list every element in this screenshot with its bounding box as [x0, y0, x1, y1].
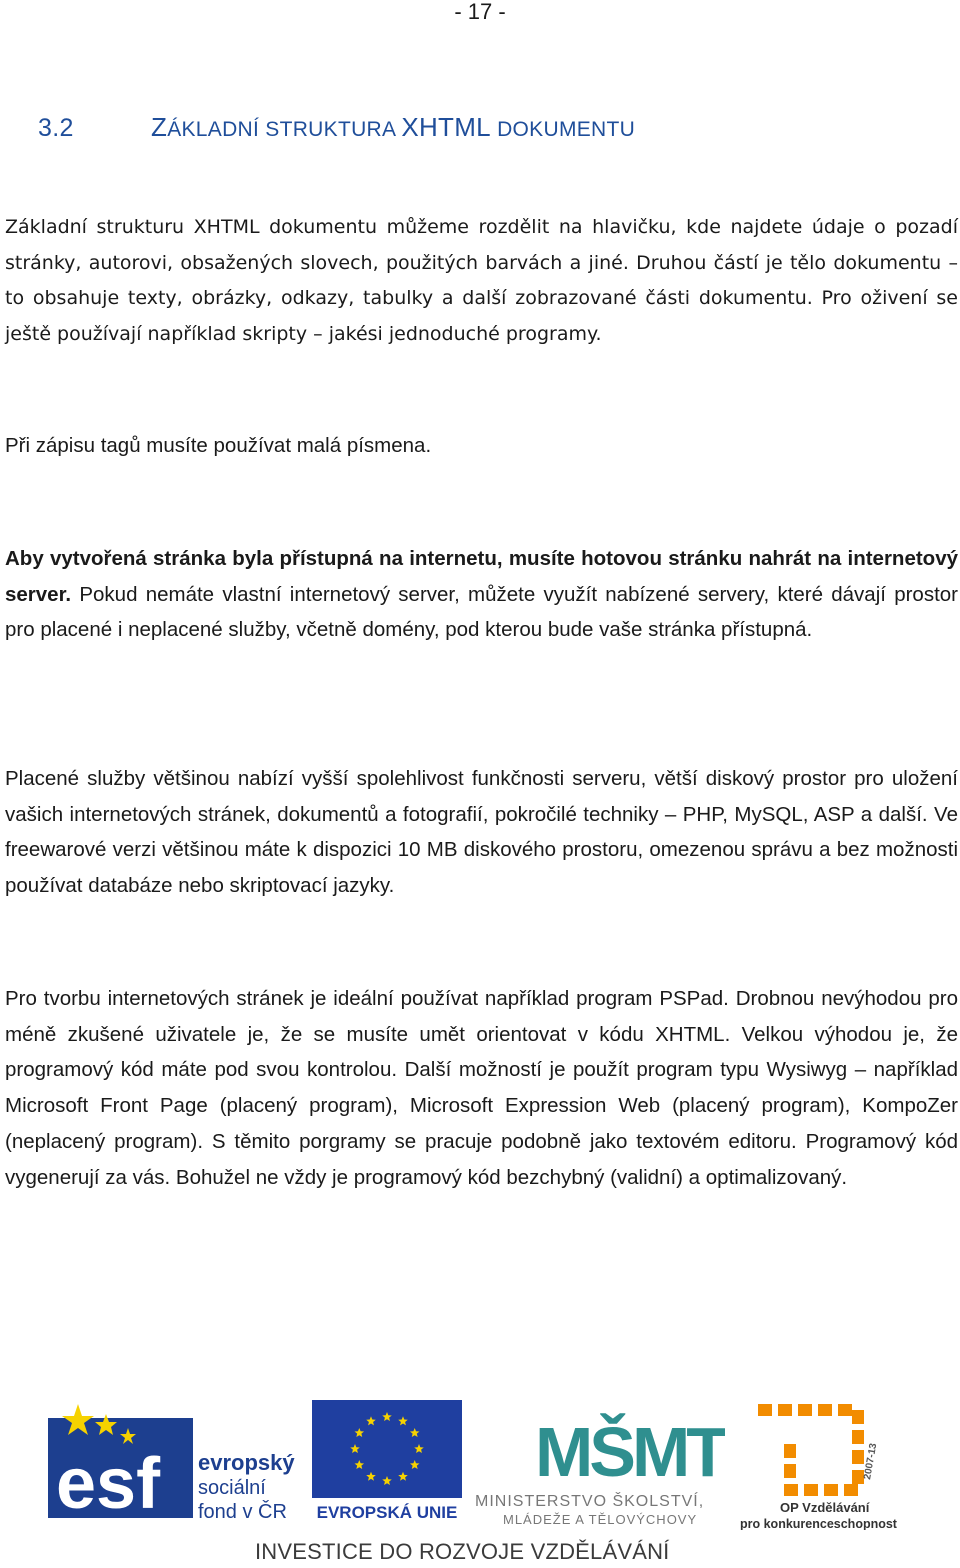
eu-label: EVROPSKÁ UNIE [316, 1503, 458, 1520]
op-vzdelavani-logo [740, 1400, 905, 1530]
op-line2: pro konkurenceschopnost [740, 1517, 897, 1530]
paragraph-lowercase: Při zápisu tagů musíte používat malá písmena. [5, 434, 432, 457]
heading-part: DOKUMENTU [490, 118, 636, 141]
paragraph-paid-services: Placené služby většinou nabízí vyšší spolehlivost funkčnosti serveru, větší diskový prostor pro uložení vašich internetových stránek, dokumentů a fotografií, pokročilé techniky – PHP, MySQL, ASP a další. Ve freewarové verzi většinou máte k dispozici 10 MB diskového prostoru, omezenou správu a bez možnosti používat databáze nebo skriptovací jazyky. [5, 767, 958, 898]
svg-text:esf: esf [56, 1444, 161, 1520]
page-number: - 17 - [454, 0, 506, 24]
footer-tagline: INVESTICE DO ROZVOJE VZDĚLÁVÁNÍ [255, 1539, 670, 1564]
op-years: 2007-13 [862, 1442, 880, 1481]
paragraph-structure: Základní strukturu XHTML dokumentu můžeme rozdělit na hlavičku, kde najdete údaje o pozadí stránky, autorovi, obsažených slovech, použitých barvách a jiné. Druhou částí je tělo dokumentu – to obsahuje texty, obrázky, odkazy, tabulky a další zobrazované části dokumentu. Pro oživení se ještě používají například skripty – jakési jednoduché programy. [5, 216, 958, 346]
esf-line2: sociální [198, 1477, 266, 1499]
paragraph-publishing [5, 541, 958, 648]
paragraph-publishing-rest: Pokud nemáte vlastní internetový server, můžete využít nabízené servery, které dávají prostor pro placené i neplacené služby, včetně domény, pod kterou bude vaše stránka přístupná. [5, 582, 958, 642]
esf-logo [48, 1400, 298, 1520]
paragraph-publishing-bold: Aby vytvořená stránka byla přístupná na internetu, musíte hotovou stránku nahrát na internetový server. [5, 547, 958, 606]
svg-text:MŠMT: MŠMT [535, 1413, 725, 1491]
heading-part: Z [151, 112, 168, 142]
op-line1: OP Vzdělávání [780, 1500, 870, 1515]
esf-line1: evropský [198, 1450, 295, 1475]
footer-logos [0, 1390, 960, 1568]
msmt-line2: MLÁDEŽE A TĚLOVÝCHOVY [503, 1512, 698, 1527]
esf-line3: fond v ČR [198, 1501, 287, 1520]
section-number: 3.2 [38, 114, 74, 142]
msmt-line1: MINISTERSTVO ŠKOLSTVÍ, [475, 1493, 705, 1510]
heading-part: XHTML [401, 112, 491, 142]
heading-part: ÁKLADNÍ STRUKTURA [167, 118, 402, 141]
section-heading [38, 112, 635, 143]
msmt-logo [475, 1398, 725, 1528]
paragraph-editors: Pro tvorbu internetových stránek je ideální používat například program PSPad. Drobnou nevýhodou pro méně zkušené uživatele je, že se musíte umět orientovat v kódu XHTML. Velkou výhodou je, že programový kód máte pod svou kontrolou. Další možností je použít program typu Wysiwyg – například Microsoft Front Page (placený program), Microsoft Expression Web (placený program), KompoZer (neplacený program). S těmito porgramy se pracuje podobně jako textovém editoru. Programový kód vygenerují za vás. Bohužel ne vždy je programový kód bezchybný (validní) a optimalizovaný. [5, 987, 958, 1189]
eu-flag-logo [312, 1400, 462, 1520]
